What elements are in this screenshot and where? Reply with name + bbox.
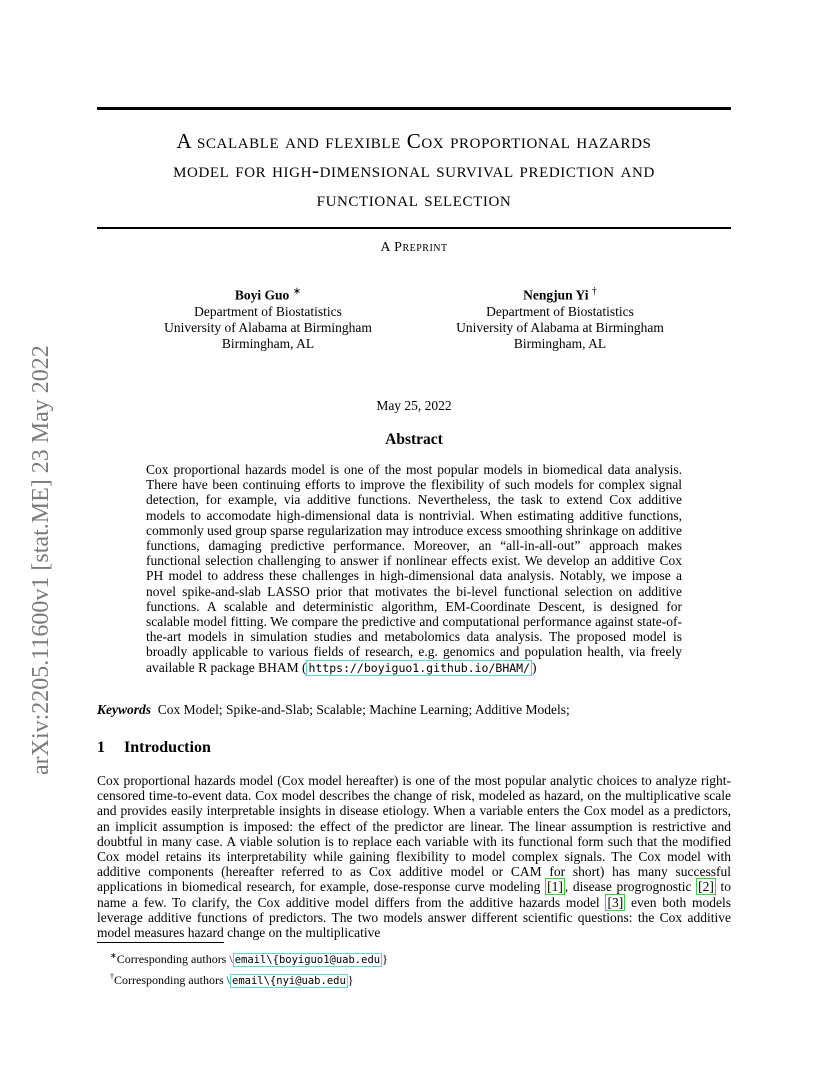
keywords [97,702,731,718]
author-block [118,284,418,352]
paper-date: May 25, 2022 [376,398,452,413]
citation-link[interactable]: [1] [547,879,563,895]
footnotes [110,948,730,989]
title-line: functional selection [316,187,512,211]
email-link[interactable]: email\{nyi@uab.edu [232,974,346,987]
intro-text: Cox proportional hazards model (Cox model hereafter) is one of the most popular analytic choices to analyze right-censored time-to-event data. Cox model describes the change of risk, modeled as hazard, on the multiplicative scale and provides easily interpretable insights in disease etiology. When a variable enters the Cox model as a predictors, an implicit assumption is imposed: the effect of the predictor are linear. The linear assumption is restrictive and doubtful in many case. A viable solution is to replace each variable with its functional form such that the modified Cox model retains its interpretability while gaining flexibility to model complex signals. The Cox model with additive components (hereafter referred to as Cox additive model or CAM for short) has many successful applications in biomedical research, for example, dose-response curve modeling [97,773,731,895]
abstract-text [146,462,682,676]
author-location: Birmingham, AL [221,335,315,351]
section-heading-introduction [97,739,731,757]
footnote-close: } [347,972,354,987]
author-department: Department of Biostatistics [194,303,342,319]
footnote-mark: ∗ [110,951,117,960]
author-block [410,284,710,352]
keywords-list: Cox Model; Spike-and-Slab; Scalable; Machine Learning; Additive Models; [157,702,570,717]
footnote-close: } [382,952,388,966]
paren-open: ( [301,659,307,675]
footnote [110,969,730,990]
footnote-rule [97,942,224,943]
footnote [110,948,730,969]
title-bottom-rule [97,227,731,229]
citation-link[interactable]: [3] [607,894,624,910]
author-department: Department of Biostatistics [486,303,634,319]
preprint-label: A Preprint [380,240,448,255]
author-name: Nengjun Yi [523,287,589,303]
section-number: 1 [97,739,105,756]
title-line: A scalable and flexible Cox proportional hazards [176,129,652,153]
intro-text: to name a few. To clarify, the Cox additive model differs from the additive hazards model [97,879,731,910]
paper-title [97,127,731,214]
keywords-label: Keywords [97,702,151,717]
arxiv-stamp-graphic [22,270,56,775]
author-university: University of Alabama at Birmingham [164,319,372,335]
intro-text: even both models leverage additive functions of predictors. The two models answer different scientific questions: the Cox additive model measures hazard change on the multiplicative [97,894,731,941]
author-footnote-mark[interactable]: † [591,286,597,297]
author-footnote-mark[interactable]: ∗ [292,286,302,297]
author-location: Birmingham, AL [513,335,607,351]
arxiv-stamp [22,270,56,775]
package-link[interactable]: https://boyiguo1.github.io/BHAM/ [308,660,531,675]
author-university: University of Alabama at Birmingham [456,319,664,335]
title-line: model for high-dimensional survival prediction and [173,158,655,182]
intro-text: , disease progrognostic [564,879,697,895]
introduction-paragraph [97,773,731,940]
footnote-mark: † [110,971,114,981]
section-title: Introduction [124,739,211,756]
arxiv-id: arXiv:2205.11600v1 [stat.ME] 23 May 2022 [28,345,54,775]
abstract-heading: Abstract [385,431,443,448]
footnote-text: Corresponding authors \ [116,952,233,966]
abstract-body-text: Cox proportional hazards model is one of the most popular models in biomedical data analysis. There have been continuing efforts to improve the flexibility of such models for complex signal detection, for example, via additive functions. Nevertheless, the task to extend Cox additive models to accomodate high-dimensional data is nontrivial. When estimating additive functions, commonly used group sparse regularization may introduce excess smoothing shrinkage on additive functions, damaging predictive performance. Moreover, an “all-in-all-out” approach makes functional selection challenging to answer if nonlinear effects exist. We develop an additive Cox PH model to address these challenges in high-dimensional data analysis. Notably, we impose a novel spike-and-slab LASSO prior that motivates the bi-level functional selection on additive functions. A scalable and deterministic algorithm, EM-Coordinate Descent, is designed for scalable model fitting. We compare the predictive and computational performance against state-of-the-art models in simulation studies and metabolomics data analysis. The proposed model is broadly applicable to various fields of research, e.g. genomics and population health, via freely available R package BHAM [146,462,682,675]
paren-close: ) [532,659,537,675]
footnote-text: Corresponding authors \ [114,972,230,987]
citation-link[interactable]: [2] [698,879,714,895]
email-link[interactable]: email\{boyiguo1@uab.edu [234,954,381,966]
title-top-rule [97,107,731,110]
author-name: Boyi Guo [234,287,290,303]
